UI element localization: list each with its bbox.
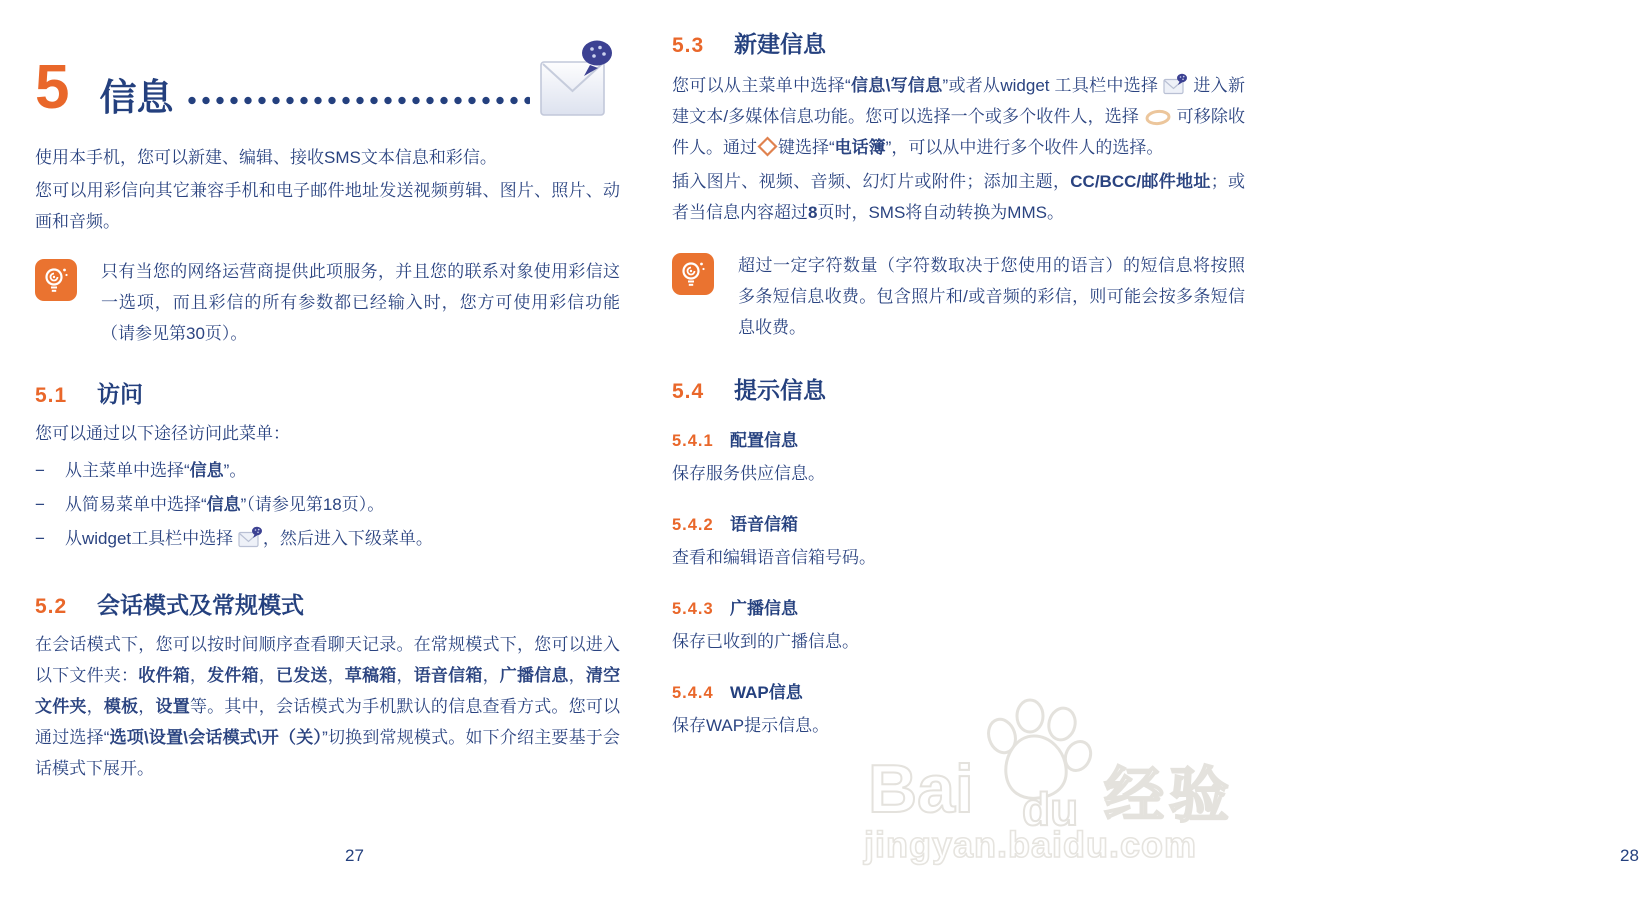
text-segment-bold: 8 — [808, 203, 818, 222]
list-item — [35, 522, 620, 556]
text-segment: 进入新建文本/多媒体信息功能。您可以选择一个或多个收件人，选择 — [672, 76, 1245, 126]
tip-text: 超过一定字符数量（字符数取决于您使用的语言）的短信息将按照多条短信息收费。包含照片和/或音频的彩信，则可能会按多条短信息收费。 — [738, 256, 1245, 337]
text-segment: 从widget工具栏中选择 — [65, 529, 238, 548]
section-number: 5.4 — [672, 380, 705, 403]
text-segment-bold: 信息 — [189, 461, 224, 480]
lightbulb-icon — [672, 253, 714, 295]
section-title: 会话模式及常规模式 — [97, 592, 304, 618]
text-segment: ， — [189, 666, 208, 685]
text-segment-bold: 发件箱 — [207, 666, 259, 685]
text-segment: ”。 — [223, 461, 247, 480]
text-segment-bold: 语音信箱 — [413, 666, 483, 685]
text-segment: 在会话模式下，您可以按时间顺序查看聊天记录。在常规模式下，您可以进入以下文件夹： — [35, 635, 620, 685]
text-segment: ， — [86, 697, 104, 716]
subsection-body: 查看和编辑语音信箱号码。 — [672, 548, 876, 567]
subsection-5-4-3-heading — [672, 594, 1245, 619]
watermark-text-du: du — [1022, 783, 1079, 835]
text-segment: ；或者当信息内容超过 — [672, 172, 1246, 222]
nav-key-diamond-icon — [757, 136, 778, 157]
chapter-number: 5 — [35, 53, 70, 123]
watermark-url: jingyan.baidu.com — [864, 824, 1198, 865]
dotted-leader — [185, 96, 530, 105]
text-segment: ， — [258, 666, 276, 685]
text-segment: ”切换到常规模式。如下介绍主要基于会话模式下展开。 — [35, 728, 620, 778]
text-segment: ， — [396, 666, 414, 685]
subsection-title: 配置信息 — [730, 431, 798, 450]
text-segment: ，然后进入下级菜单。 — [262, 529, 433, 548]
access-lead-text: 您可以通过以下途径访问此菜单： — [35, 424, 290, 443]
tip-text: 只有当您的网络运营商提供此项服务，并且您的联系对象使用彩信这一选项，而且彩信的所有参数都已经输入时，您方可使用彩信功能（请参见第30页）。 — [101, 262, 620, 343]
text-segment: 页时，SMS将自动转换为MMS。 — [817, 203, 1064, 222]
watermark-text-jingyan-cn: 经验 — [1104, 762, 1234, 829]
text-segment: 插入图片、视频、音频、幻灯片或附件；添加主题， — [672, 172, 1071, 191]
section-5-2-heading — [35, 587, 620, 620]
subsection-number: 5.4.2 — [672, 516, 714, 534]
text-segment-bold: 已发送 — [276, 666, 328, 685]
subsection-number: 5.4.3 — [672, 600, 714, 618]
subsection-body: 保存服务供应信息。 — [672, 464, 825, 483]
new-message-paragraph — [672, 70, 1245, 163]
text-segment: 等。其中，会话模式为手机默认的信息查看方式。您可以通过选择“ — [35, 697, 621, 747]
lightbulb-icon — [35, 259, 77, 301]
text-segment-bold: CC/BCC/邮件地址 — [1070, 172, 1211, 191]
text-segment-bold: 电话簿 — [834, 138, 886, 157]
text-segment: 可移除收件人。通过 — [672, 107, 1245, 157]
subsection-number: 5.4.1 — [672, 432, 714, 450]
remove-loop-icon — [1144, 109, 1172, 126]
text-segment-bold: 草稿箱 — [344, 666, 397, 685]
bullet-dash: − — [35, 495, 45, 514]
text-segment: 您可以从主菜单中选择“ — [672, 76, 851, 95]
text-segment-bold: 选项\设置\会话模式\开（关） — [109, 728, 323, 747]
bullet-dash: − — [35, 461, 45, 480]
section-number: 5.2 — [35, 595, 68, 618]
tip-note — [35, 256, 620, 349]
subsection-number: 5.4.4 — [672, 684, 714, 702]
list-item — [35, 454, 620, 488]
watermark-text-bai: Bai — [868, 751, 974, 827]
text-segment: 键选择“ — [778, 138, 835, 157]
chapter-header — [35, 34, 620, 123]
bullet-text — [65, 454, 246, 488]
text-segment: 从主菜单中选择“ — [65, 461, 190, 480]
envelope-chat-icon — [538, 38, 620, 124]
insert-media-paragraph — [672, 166, 1245, 228]
text-segment-bold: 广播信息 — [499, 666, 569, 685]
bullet-dash: − — [35, 529, 45, 548]
text-segment-bold: 清空文件夹 — [35, 666, 621, 716]
text-segment: ， — [138, 697, 156, 716]
subsection-body: 保存WAP提示信息。 — [672, 716, 830, 735]
page-number-left: 27 — [345, 846, 364, 865]
text-segment-bold: 模板 — [103, 697, 139, 716]
section-number: 5.3 — [672, 34, 705, 57]
list-item — [35, 488, 620, 522]
section-5-1-heading — [35, 376, 620, 409]
text-segment-bold: 信息 — [206, 495, 241, 514]
intro-paragraph-2: 您可以用彩信向其它兼容手机和电子邮件地址发送视频剪辑、图片、照片、动画和音频。 — [35, 181, 620, 231]
subsection-title: 广播信息 — [730, 599, 798, 618]
bullet-text — [65, 488, 384, 522]
text-segment: 从简易菜单中选择“ — [65, 495, 207, 514]
section-number: 5.1 — [35, 384, 68, 407]
subsection-body: 保存已收到的广播信息。 — [672, 632, 859, 651]
envelope-chat-small-icon — [238, 526, 263, 548]
section-title: 新建信息 — [734, 31, 826, 57]
text-segment: ， — [482, 666, 500, 685]
section-title: 访问 — [97, 381, 143, 407]
chapter-title: 信息 — [99, 77, 174, 118]
manual-page-left — [35, 0, 621, 865]
section-title: 提示信息 — [734, 377, 826, 403]
subsection-5-4-1-heading — [672, 426, 1245, 451]
text-segment-bold: 设置 — [155, 697, 190, 716]
subsection-title: WAP信息 — [730, 683, 803, 702]
section-5-4-heading — [672, 372, 1245, 405]
text-segment: ”（请参见第18页）。 — [240, 495, 385, 514]
section-5-3-heading — [672, 26, 1245, 59]
page-number-right: 28 — [1620, 846, 1639, 865]
text-segment: ， — [568, 666, 586, 685]
text-segment-bold: 信息\写信息 — [850, 76, 943, 95]
tip-note — [672, 250, 1245, 343]
envelope-chat-small-icon — [1163, 73, 1188, 95]
text-segment: ”或者从widget 工具栏中选择 — [942, 76, 1164, 95]
text-segment-bold: 收件箱 — [138, 666, 190, 685]
baidu-jingyan-watermark — [862, 698, 1262, 868]
subsection-title: 语音信箱 — [730, 515, 798, 534]
intro-paragraph-1: 使用本手机，您可以新建、编辑、接收SMS文本信息和彩信。 — [35, 148, 497, 167]
bullet-text — [65, 522, 433, 556]
conversation-mode-paragraph — [35, 629, 620, 784]
subsection-5-4-2-heading — [672, 510, 1245, 535]
text-segment: ， — [327, 666, 345, 685]
text-segment: ”，可以从中进行多个收件人的选择。 — [885, 138, 1164, 157]
